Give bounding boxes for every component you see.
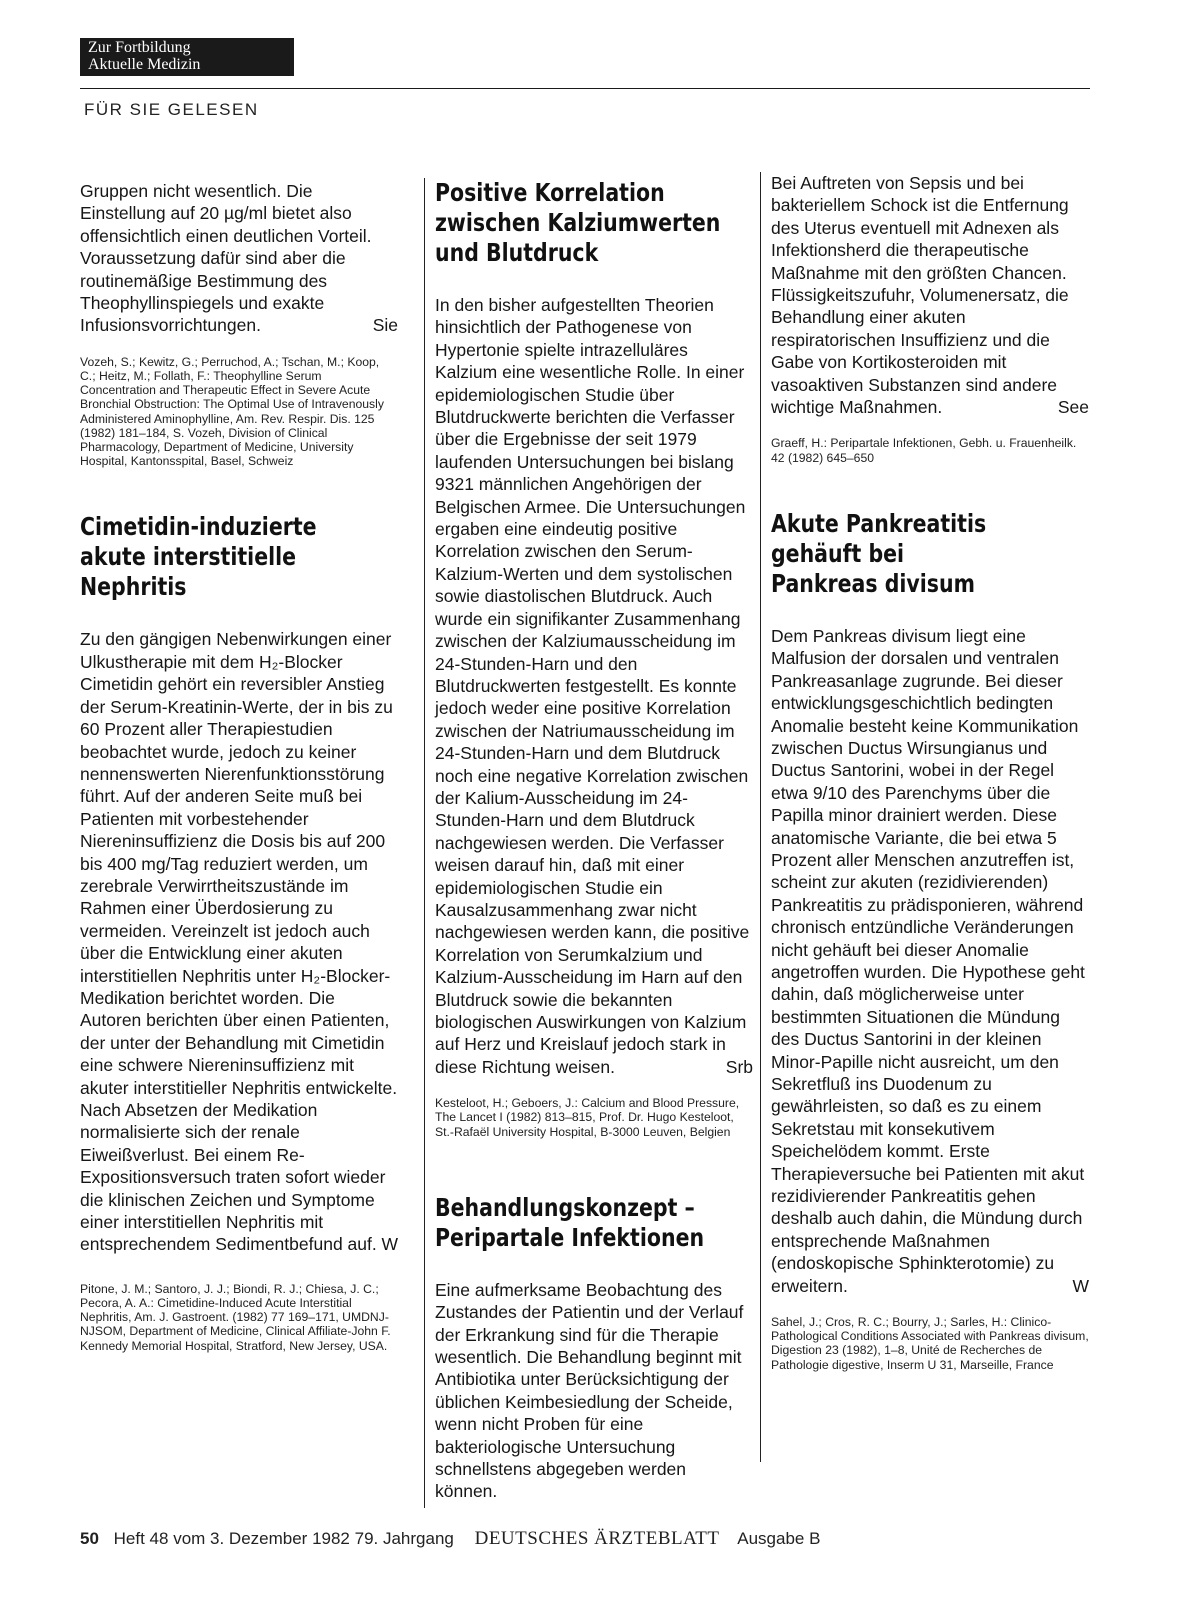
- reference: Graeff, H.: Peripartale Infektionen, Gebh. u. Frauenheilk. 42 (1982) 645–650: [771, 436, 1077, 465]
- column-3: [760, 172, 1089, 1462]
- page-number: 50: [80, 1529, 99, 1548]
- author-signature: Sie: [372, 315, 398, 336]
- article-title: Akute Pankreatitis gehäuft bei Pankreas divisum: [771, 508, 987, 598]
- journal-name: DEUTSCHES ÄRZTEBLATT: [474, 1528, 720, 1549]
- article-title: Cimetidin-induzierte akute interstitielle Nephritis: [80, 512, 317, 602]
- reference: Vozeh, S.; Kewitz, G.; Perruchod, A.; Tschan, M.; Koop, C.; Heitz, M.; Follath, F.: Theophylline Serum Concentration and Therapeutic Effect in Severe Acute Bronchial Obstruction: The Optimal Use of Intravenously Administered Aminophylline, Am. Rev. Respir. Dis. 125 (1982) 181–184, S. Vozeh, Division of Clinical Pharmacology, Department of Medicine, University Hospital, Kantonsspital, Basel, Schweiz: [80, 354, 384, 469]
- author-signature: W: [381, 1234, 398, 1255]
- article-text: In den bisher aufgestellten Theorien hinsichtlich der Pathogenese von Hypertonie spielte intrazelluläres Kalzium eine wesentliche Rolle. In einer epidemiologischen Studie über Blutdruckwerte berichten die Verfasser über die Ergebnisse der seit 1979 laufenden Untersuchungen bei bislang 9321 männlichen Angehörigen der Belgischen Armee. Die Untersuchungen ergaben eine eindeutig positive Korrelation zwischen den Serum-Kalzium-Werten und dem systolischen sowie diastolischen Blutdruck. Auch wurde ein signifikanter Zusammenhang zwischen der Kalziumausscheidung im 24-Stunden-Harn und den Blutdruckwerten festgestellt. Es konnte jedoch weder eine positive Korrelation zwischen der Natriumausscheidung im 24-Stunden-Harn und dem Blutdruck noch eine negative Korrelation zwischen der Kalium-Ausscheidung im 24-Stunden-Harn und dem Blutdruck nachgewiesen werden. Die Verfasser weisen darauf hin, daß mit einer epidemiologischen Studie ein Kausalzusammenhang zwar nicht nachgewiesen werden kann, die positive Korrelation von Serumkalzium und Kalzium-Ausscheidung im Harn auf den Blutdruck sowie die bekannten biologischen Auswirkungen von Kalzium auf Herz und Kreislauf jedoch stark in diese Richtung weisen. Srb: [435, 295, 753, 1077]
- reference: Sahel, J.; Cros, R. C.; Bourry, J.; Sarles, H.: Clinico-Pathological Conditions Associated with Pankreas divisum, Digestion 23 (1982), 1–8, Unité de Recherches de Pathologie digestive, Inserm U 31, Marseille, France: [771, 1315, 1089, 1372]
- badge-line-2: Aktuelle Medizin: [88, 56, 201, 73]
- header-rule: [80, 88, 1090, 89]
- column-2: [424, 178, 753, 1508]
- article-text: Eine aufmerksame Beobachtung des Zustandes der Patientin und der Verlauf der Erkrankung sind für die Therapie wesentlich. Die Behandlung beginnt mit Antibiotika unter Berücksichtigung der üblichen Keimbesiedlung der Scheide, wenn nicht Proben für eine bakteriologische Untersuchung schnellstens abgegeben werden können.: [435, 1279, 744, 1502]
- section-badge: [80, 38, 294, 76]
- continued-article-text: Bei Auftreten von Sepsis und bei bakteriellem Schock ist die Entfernung des Uterus eventuell mit Adnexen als Infektionsherd die therapeutische Maßnahme mit den größten Chancen. Flüssigkeitszufuhr, Volumenersatz, die Behandlung einer akuten respiratorischen Insuffizienz und die Gabe von Kortikosteroiden mit vasoaktiven Substanzen sind andere wichtige Maßnahmen. See: [771, 173, 1089, 418]
- continued-article-text: Gruppen nicht wesentlich. Die Einstellung auf 20 µg/ml bietet also offensichtlich einen deutlichen Vorteil. Voraussetzung dafür sind aber die routinemäßige Bestimmung des Theophyllinspiegels und exakte Infusionsvorrichtungen. Sie: [80, 181, 398, 336]
- author-signature: W: [1072, 1275, 1089, 1296]
- section-label: FÜR SIE GELESEN: [84, 100, 259, 119]
- reference: Kesteloot, H.; Geboers, J.: Calcium and Blood Pressure, The Lancet I (1982) 813–815, Prof. Dr. Hugo Kesteloot, St.-Rafaël University Hospital, B-3000 Leuven, Belgien: [435, 1096, 740, 1139]
- article-title: Behandlungskonzept – Peripartale Infektionen: [435, 1192, 705, 1252]
- author-signature: See: [1057, 397, 1089, 418]
- column-1: [80, 180, 398, 1353]
- edition-label: Ausgabe B: [737, 1529, 821, 1548]
- article-title: Positive Korrelation zwischen Kalziumwerten und Blutdruck: [435, 178, 721, 267]
- article-text: Zu den gängigen Nebenwirkungen einer Ulkustherapie mit dem H₂-Blocker Cimetidin gehört ein reversibler Anstieg der Serum-Kreatinin-Werte, der in bis zu 60 Prozent aller Therapiestudien beobachtet wurde, jedoch zu keiner nennenswerten Nierenfunktionsstörung führt. Auf der anderen Seite muß bei Patienten mit vorbestehender Niereninsuffizienz die Dosis bis auf 200 bis 400 mg/Tag reduziert werden, um zerebrale Verwirrtheitszustände im Rahmen einer Überdosierung zu vermeiden. Vereinzelt ist jedoch auch über die Entwicklung einer akuten interstitiellen Nephritis unter H₂-Blocker-Medikation berichtet worden. Die Autoren berichten über einen Patienten, der unter der Behandlung mit Cimetidin eine schwere Niereninsuffizienz mit akuter interstitieller Nephritis entwickelte. Nach Absetzen der Medikation normalisierte sich der renale Eiweißverlust. Bei einem Re-Expositionsversuch traten sofort wieder die klinischen Zeichen und Symptome einer interstitiellen Nephritis mit entsprechendem Sedimentbefund auf. W: [80, 629, 398, 1255]
- badge-line-1: Zur Fortbildung: [88, 39, 191, 56]
- issue-info: Heft 48 vom 3. Dezember 1982 79. Jahrgang: [113, 1529, 454, 1548]
- author-signature: Srb: [725, 1056, 753, 1077]
- page-footer: [80, 1528, 820, 1550]
- reference: Pitone, J. M.; Santoro, J. J.; Biondi, R. J.; Chiesa, J. C.; Pecora, A. A.: Cimetidine-Induced Acute Interstitial Nephritis, Am. J. Gastroent. (1982) 77 169–171, UMDNJ-NJSOM, Department of Medicine, Clinical Affiliate-John F. Kennedy Memorial Hospital, Stratford, New Jersey, USA.: [80, 1281, 391, 1353]
- article-text: Dem Pankreas divisum liegt eine Malfusion der dorsalen und ventralen Pankreasanlage zugrunde. Bei dieser entwicklungsgeschichtlich bedingten Anomalie besteht keine Kommunikation zwischen Ductus Wirsungianus und Ductus Santorini, wobei in der Regel etwa 9/10 des Parenchyms über die Papilla minor drainiert werden. Diese anatomische Variante, die bei etwa 5 Prozent aller Menschen anzutreffen ist, scheint zur akuten (rezidivierenden) Pankreatitis zu prädisponieren, während chronisch entzündliche Veränderungen nicht gehäuft bei dieser Anomalie angetroffen wurden. Die Hypothese geht dahin, daß möglicherweise unter bestimmten Situationen die Mündung des Ductus Santorini in der kleinen Minor-Papille nicht ausreicht, um den Sekretfluß ins Duodenum zu gewährleisten, so daß es zu einem Sekretstau mit konsekutivem Speichelödem kommt. Erste Therapieversuche bei Patienten mit akut rezidivierender Pankreatitis gehen deshalb auch dahin, die Mündung durch entsprechende Maßnahmen (endoskopische Sphinkterotomie) zu erweitern. W: [771, 625, 1089, 1296]
